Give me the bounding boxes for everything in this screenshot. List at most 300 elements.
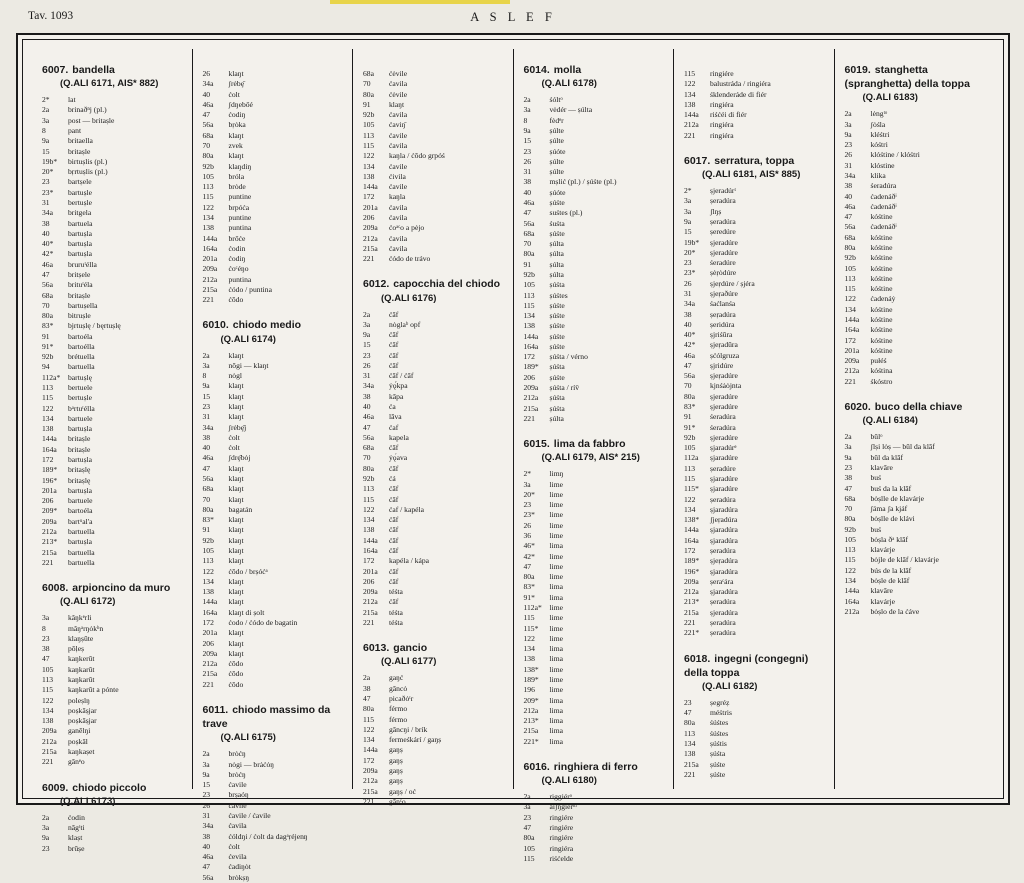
locality-number: 172: [363, 556, 375, 566]
form-row: [203, 760, 347, 770]
locality-number: 209a: [363, 223, 378, 233]
form-row: [524, 792, 668, 802]
locality-number: 206: [42, 496, 54, 506]
entry-number: 6007.: [42, 64, 69, 76]
form-row: [203, 832, 347, 842]
locality-number: 3a: [684, 196, 692, 206]
dialect-form: kóśtine: [870, 345, 893, 355]
entry-source-reference: (Q.ALI 6174): [220, 333, 276, 345]
locality-number: 70: [363, 79, 371, 89]
locality-number: 9a: [523, 126, 531, 136]
locality-number: 138: [42, 716, 54, 726]
form-list: [42, 613, 186, 767]
form-row: [203, 90, 347, 100]
dialect-form: klika: [870, 171, 886, 181]
entry-source-reference: (Q.ALI 6172): [60, 596, 116, 608]
dialect-form: ća: [389, 402, 396, 412]
form-row: [203, 361, 347, 371]
dialect-form: ʃjeṛadúra: [710, 515, 738, 525]
dialect-form: ṣúlte: [549, 126, 564, 136]
dialect-form: śklenderáde di fiér: [710, 89, 767, 99]
locality-number: 2a: [42, 812, 50, 822]
form-row: [203, 669, 347, 679]
dialect-form: kaŋla / ćōdo grpóś: [389, 151, 445, 161]
form-row: [42, 726, 186, 736]
dialect-form: śuśta: [549, 218, 565, 228]
locality-number: 212a: [844, 606, 860, 616]
dialect-form: ćolt: [228, 841, 240, 851]
form-row: [363, 254, 507, 264]
locality-number: 34a: [42, 208, 53, 218]
form-row: [524, 291, 668, 301]
locality-number: 38: [844, 181, 853, 191]
text-column: [834, 49, 995, 789]
form-row: [363, 556, 507, 566]
dialect-form: riśćelde: [549, 853, 574, 863]
locality-number: 31: [202, 412, 211, 422]
locality-number: 94: [42, 362, 50, 372]
dialect-form: gaŋṣ: [389, 765, 403, 775]
dialect-form: britaṣle: [68, 290, 91, 300]
dialect-form: ṣúlte: [549, 156, 564, 166]
locality-number: 115: [523, 853, 535, 863]
locality-number: 91: [684, 412, 692, 422]
form-row: [684, 79, 828, 89]
form-row: [42, 260, 186, 270]
locality-number: 134: [363, 515, 375, 525]
locality-number: 2a: [42, 105, 50, 115]
form-row: [524, 500, 668, 510]
form-row: [42, 537, 186, 547]
form-row: [524, 270, 668, 280]
form-row: [203, 556, 347, 566]
locality-number: 80a: [684, 718, 695, 728]
dialect-form: lėngᵗᵒ: [870, 109, 888, 119]
plate-frame-inner: [22, 39, 1004, 882]
dialect-form: ćāf: [389, 576, 399, 586]
form-row: [845, 130, 989, 140]
form-row: [363, 745, 507, 755]
locality-number: 92b: [363, 110, 375, 120]
locality-number: 164a: [202, 243, 218, 253]
dictionary-entry: [203, 703, 347, 883]
dialect-form: ṣjaradúra: [710, 587, 738, 597]
form-row: [684, 628, 828, 638]
form-row: [524, 157, 668, 167]
form-row: [203, 151, 347, 161]
dialect-form: bertuṣle: [68, 393, 93, 403]
dialect-form: ringiéra: [710, 120, 734, 130]
dialect-form: ṣjridúre: [710, 360, 734, 370]
form-row: [684, 131, 828, 141]
form-row: [203, 110, 347, 120]
form-row: [42, 105, 186, 115]
locality-number: 68a: [42, 290, 53, 300]
locality-number: 40: [202, 443, 211, 453]
dialect-form: ćāf: [389, 443, 399, 453]
locality-number: 134: [42, 413, 54, 423]
locality-number: 56a: [523, 218, 535, 228]
locality-number: 92b: [363, 474, 375, 484]
form-row: [524, 823, 668, 833]
locality-number: 212a: [42, 526, 57, 536]
locality-number: 46a: [202, 453, 214, 463]
locality-number: 3a: [523, 105, 531, 115]
dialect-form: kóśtine: [870, 263, 893, 273]
locality-number: 189*: [684, 556, 700, 566]
locality-number: 34a: [844, 171, 856, 181]
locality-number: 2*: [523, 469, 532, 479]
entry-title: buco della chiave: [874, 400, 963, 413]
form-row: [363, 110, 507, 120]
locality-number: 105: [202, 545, 214, 555]
dialect-form: ṣeradúra: [710, 494, 736, 504]
dialect-form: bróla: [228, 171, 245, 181]
dialect-form: ćaf: [389, 422, 399, 432]
dialect-form: bartuṣla: [68, 455, 93, 465]
form-row: [203, 192, 347, 202]
locality-number: 80a: [523, 249, 535, 259]
locality-number: 189*: [523, 362, 539, 372]
dialect-form: klaŋt: [228, 412, 244, 422]
dialect-form: ćāf: [389, 340, 399, 350]
locality-number: 70: [684, 381, 692, 391]
locality-number: 40: [844, 191, 853, 201]
dialect-form: ṣeredúre: [710, 227, 736, 237]
locality-number: 206: [363, 212, 375, 222]
form-row: [203, 141, 347, 151]
dialect-form: ṣeradúra: [710, 196, 736, 206]
form-row: [524, 239, 668, 249]
form-row: [42, 208, 186, 218]
form-row: [363, 310, 507, 320]
locality-number: 47: [684, 360, 692, 370]
form-row: [363, 203, 507, 213]
dialect-form: brūṣe: [68, 843, 85, 853]
form-row: [363, 577, 507, 587]
form-row: [203, 597, 347, 607]
dialect-form: klaŋt: [228, 151, 244, 161]
locality-number: 115: [523, 300, 535, 310]
form-row: [524, 844, 668, 854]
dialect-form: ṣúśte: [549, 341, 565, 351]
locality-number: 26: [202, 69, 211, 78]
locality-number: 144a: [202, 597, 218, 607]
form-row: [42, 844, 186, 854]
form-row: [524, 342, 668, 352]
locality-number: 115*: [523, 623, 539, 633]
form-row: [363, 244, 507, 254]
form-row: [363, 567, 507, 577]
locality-number: 212a: [684, 587, 699, 597]
locality-number: 3a: [363, 319, 371, 329]
dialect-form: fėdᵉr: [549, 115, 564, 125]
form-row: [684, 556, 828, 566]
locality-number: 122: [363, 504, 375, 514]
locality-number: 68a: [523, 228, 535, 238]
form-row: [203, 495, 347, 505]
locality-number: 80a: [363, 463, 374, 473]
locality-number: 105: [202, 171, 214, 181]
locality-number: 23: [42, 177, 50, 187]
locality-number: 122: [844, 294, 856, 304]
form-row: [845, 377, 989, 387]
form-row: [684, 495, 828, 505]
form-row: [524, 706, 668, 716]
dialect-form: ṣúśte: [710, 769, 726, 779]
locality-number: 68a: [844, 232, 856, 242]
locality-number: 68a: [202, 484, 214, 494]
dictionary-entry: [845, 63, 989, 387]
dictionary-entry: [524, 760, 668, 864]
form-row: [524, 665, 668, 675]
locality-number: 47: [844, 483, 853, 493]
locality-number: 40: [523, 187, 532, 197]
locality-number: 92b: [42, 352, 54, 362]
form-row: [203, 275, 347, 285]
form-row: [684, 739, 828, 749]
locality-number: 40*: [42, 239, 54, 249]
form-row: [524, 696, 668, 706]
dialect-form: lime: [549, 551, 563, 561]
dialect-form: bús de la klāf: [870, 565, 912, 575]
dialect-form: ʃlṣi lȯṣ — būl da klāf: [870, 442, 935, 452]
locality-number: 144a: [844, 586, 860, 596]
form-row: [845, 432, 989, 442]
form-row: [42, 404, 186, 414]
dialect-form: ćāf: [389, 494, 399, 504]
dialect-form: śaćlanśa: [710, 299, 736, 309]
dialect-form: klaŋṣūte: [68, 633, 94, 643]
dialect-form: ćōdo / brṣóćᵃ: [228, 566, 268, 576]
form-row: [363, 223, 507, 233]
locality-number: 23: [523, 500, 532, 510]
locality-number: 213*: [42, 537, 58, 547]
locality-number: 80a: [202, 151, 214, 161]
form-row: [684, 729, 828, 739]
form-row: [524, 393, 668, 403]
locality-number: 2a: [844, 432, 852, 442]
locality-number: 221: [42, 757, 54, 767]
locality-number: 3a: [42, 115, 50, 125]
entry-title: molla: [553, 64, 582, 76]
dialect-form: ringiére: [710, 69, 734, 78]
form-row: [845, 484, 989, 494]
dialect-form: bȯṣlle de klávi: [870, 514, 915, 524]
form-row: [845, 222, 989, 232]
form-row: [42, 414, 186, 424]
entry-source-reference: (Q.ALI 6180): [541, 775, 597, 787]
dialect-form: ṣjeradúrᵗ: [710, 186, 736, 196]
locality-number: 115*: [684, 484, 699, 494]
form-list: [363, 673, 507, 807]
dialect-form: ṣjaradúre: [710, 453, 738, 463]
form-row: [684, 381, 828, 391]
dialect-form: ṣúlte: [549, 167, 564, 177]
form-row: [524, 521, 668, 531]
dialect-form: ṣjriśūra: [710, 330, 733, 340]
locality-number: 91*: [42, 341, 54, 351]
dialect-form: ćadenáðⁱ: [870, 222, 897, 232]
locality-number: 105: [523, 280, 535, 290]
form-row: [684, 227, 828, 237]
locality-number: 213*: [523, 716, 539, 726]
form-row: [524, 593, 668, 603]
dialect-form: ćadenáẏ: [870, 294, 896, 304]
form-row: [203, 285, 347, 295]
entry-heading: [524, 63, 668, 77]
form-row: [363, 392, 507, 402]
dialect-form: bertuele: [68, 383, 93, 393]
locality-number: 206: [363, 576, 375, 586]
dialect-form: ṣjeradúre: [710, 391, 738, 401]
form-row: [684, 361, 828, 371]
locality-number: 213*: [684, 597, 700, 607]
locality-number: 134: [523, 311, 535, 321]
locality-number: 15: [523, 136, 532, 146]
entry-number: 6011.: [202, 703, 229, 716]
locality-number: 196*: [42, 475, 58, 485]
dialect-form: vėdér — ṣúlta: [549, 105, 593, 115]
locality-number: 2a: [523, 792, 531, 802]
form-row: [684, 608, 828, 618]
dialect-form: bartoéla: [68, 506, 93, 516]
entry-source-reference: (Q.ALI 6181, AIS* 885): [702, 169, 801, 181]
form-row: [42, 229, 186, 239]
dialect-form: ćodin: [228, 243, 246, 253]
locality-number: 221: [684, 617, 696, 627]
form-row: [42, 383, 186, 393]
form-row: [684, 567, 828, 577]
form-row: [42, 634, 186, 644]
entry-heading: [845, 63, 989, 91]
locality-number: 122: [844, 565, 856, 575]
dialect-form: klavāre: [870, 586, 893, 596]
locality-number: 206: [523, 372, 535, 382]
locality-number: 212a: [844, 366, 860, 376]
form-row: [684, 546, 828, 556]
locality-number: 215a: [523, 403, 539, 413]
dialect-form: klavāre: [870, 462, 893, 472]
dialect-form: bartuela: [68, 218, 93, 228]
dialect-form: kóśtine: [870, 232, 893, 242]
locality-number: 40: [202, 89, 211, 99]
form-row: [203, 790, 347, 800]
form-row: [524, 833, 668, 843]
locality-number: 164a: [42, 444, 57, 454]
dialect-form: bartuṣle: [68, 187, 93, 197]
dialect-form: ćodin: [68, 812, 85, 822]
locality-number: 221: [363, 617, 375, 627]
dialect-form: bartuṣla: [68, 537, 93, 547]
locality-number: 56a: [202, 872, 214, 882]
form-row: [524, 685, 668, 695]
dialect-form: klaŋt: [228, 130, 244, 140]
dialect-form: gaŋṣ: [389, 755, 403, 765]
entry-number: 6013.: [363, 642, 390, 655]
form-row: [363, 361, 507, 371]
dialect-form: ćolt: [228, 89, 240, 99]
form-list: [524, 95, 668, 424]
form-row: [524, 613, 668, 623]
form-row: [524, 301, 668, 311]
dialect-form: ćavile: [389, 130, 408, 140]
locality-number: 8: [202, 371, 207, 381]
locality-number: 34a: [202, 79, 214, 89]
dialect-form: ṣúśte: [549, 311, 565, 321]
locality-number: 2a: [363, 309, 371, 319]
entry-source-reference: (Q.ALI 6175): [220, 732, 276, 744]
locality-number: 122: [684, 494, 696, 504]
form-row: [524, 188, 668, 198]
form-row: [42, 198, 186, 208]
form-row: [845, 504, 989, 514]
entry-heading: [845, 400, 989, 414]
locality-number: 144a: [363, 535, 378, 545]
form-row: [684, 207, 828, 217]
dialect-form: pōḷeṣ: [68, 644, 85, 654]
locality-number: 221*: [523, 736, 539, 746]
form-row: [203, 453, 347, 463]
dialect-form: ẏǫ́́kpa: [389, 381, 408, 391]
form-row: [524, 716, 668, 726]
form-row: [203, 515, 347, 525]
form-row: [42, 249, 186, 259]
locality-number: 9a: [42, 136, 50, 146]
form-row: [524, 531, 668, 541]
form-row: [203, 264, 347, 274]
dialect-form: ćāf: [389, 566, 399, 576]
locality-number: 134: [844, 304, 856, 314]
dialect-form: poṣkāṣjar: [68, 705, 97, 715]
locality-number: 20*: [42, 167, 54, 177]
dialect-form: lima: [549, 736, 563, 746]
form-row: [684, 217, 828, 227]
dialect-form: ʃrėbȩ̄j: [228, 422, 247, 432]
dialect-form: klaŋt: [228, 391, 244, 401]
form-row: [524, 105, 668, 115]
dialect-form: ćōdo: [228, 659, 244, 669]
dialect-form: ṣeradúra: [710, 597, 736, 607]
locality-number: 15: [363, 340, 371, 350]
locality-number: 221*: [684, 628, 700, 638]
dialect-form: ṣeraᶜára: [710, 576, 734, 586]
form-row: [363, 735, 507, 745]
locality-number: 144a: [684, 110, 699, 120]
dialect-form: puntine: [228, 212, 252, 222]
locality-number: 68a: [202, 130, 214, 140]
form-row: [203, 608, 347, 618]
locality-number: 206: [202, 638, 214, 648]
locality-number: 47: [202, 862, 211, 872]
form-row: [684, 770, 828, 780]
locality-number: 23: [363, 350, 371, 360]
form-row: [203, 862, 347, 872]
locality-number: 46a: [363, 412, 374, 422]
locality-number: 47: [363, 693, 371, 703]
locality-number: 19b*: [42, 156, 58, 166]
dialect-form: lime: [549, 623, 563, 633]
dialect-form: ṣúlta: [549, 413, 564, 423]
form-row: [203, 223, 347, 233]
locality-number: 26: [363, 360, 371, 370]
form-row: [363, 587, 507, 597]
form-row: [363, 423, 507, 433]
form-row: [524, 147, 668, 157]
form-row: [42, 393, 186, 403]
dialect-form: suśtes (pl.): [549, 208, 583, 218]
dialect-form: bartuṣla: [68, 239, 93, 249]
